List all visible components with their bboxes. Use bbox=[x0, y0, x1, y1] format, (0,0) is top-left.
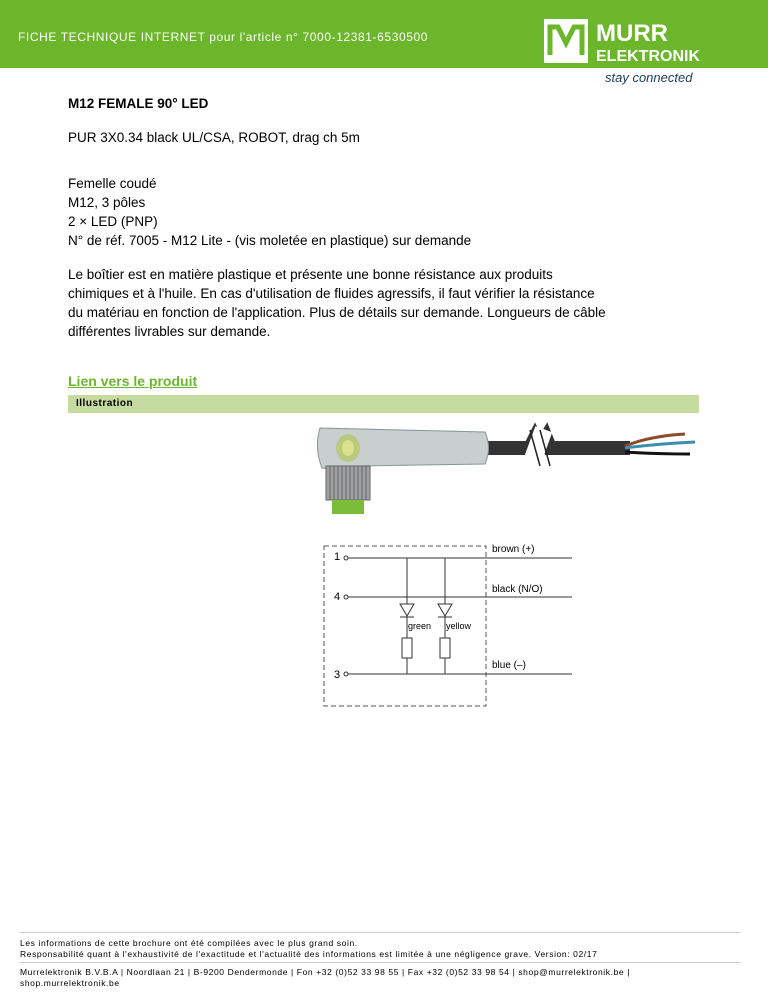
disclaimer-line: Les informations de cette brochure ont été compilées avec le plus grand soin. bbox=[20, 938, 358, 948]
description-line: différentes livrables sur demande. bbox=[68, 324, 271, 339]
header-bar bbox=[0, 0, 768, 68]
pin-label: 4 bbox=[334, 591, 341, 603]
murr-logo bbox=[544, 19, 714, 67]
pin-label: 1 bbox=[334, 551, 341, 563]
product-link[interactable]: Lien vers le produit bbox=[68, 373, 198, 389]
wiring-diagram bbox=[320, 538, 580, 713]
feature-list bbox=[68, 174, 471, 250]
description-line: chimiques et à l'huile. En cas d'utilisation de fluides agressifs, il faut vérifier la résistance bbox=[68, 286, 595, 301]
product-title: M12 FEMALE 90° LED bbox=[68, 96, 209, 111]
pin-label: 3 bbox=[334, 669, 341, 681]
description-line: du matériau en fonction de l'application. Plus de détails sur demande. Longueurs de câble bbox=[68, 305, 606, 320]
footer-disclaimer bbox=[20, 938, 597, 960]
page-header-title: FICHE TECHNIQUE INTERNET pour l'article n° 7000-12381-6530500 bbox=[18, 30, 429, 44]
feature-item: M12, 3 pôles bbox=[68, 195, 146, 210]
section-label: Illustration bbox=[76, 398, 134, 409]
product-image bbox=[300, 418, 710, 528]
feature-item: 2 × LED (PNP) bbox=[68, 214, 158, 229]
wire-label: blue (–) bbox=[492, 660, 526, 671]
product-subtitle: PUR 3X0.34 black UL/CSA, ROBOT, drag ch 5m bbox=[68, 130, 360, 145]
logo-text-top: MURR bbox=[596, 20, 668, 47]
contact-line: Murrelektronik B.V.B.A | Noordlaan 21 | B-9200 Dendermonde | Fon +32 (0)52 33 98 55 | Fax +32 (0)52 33 98 54 | shop@murrelektronik.be | bbox=[20, 967, 631, 977]
disclaimer-line: Responsabilité quant à l'exhaustivité de l'exactitude et l'actualité des informations est limitée à une négligence grave. Version: 02/17 bbox=[20, 949, 598, 959]
led-label: yellow bbox=[446, 621, 472, 631]
tagline: stay connected bbox=[605, 70, 693, 85]
wire-label: black (N/O) bbox=[492, 584, 543, 595]
feature-item: N° de réf. 7005 - M12 Lite - (vis moletée en plastique) sur demande bbox=[68, 233, 472, 248]
feature-item: Femelle coudé bbox=[68, 176, 157, 191]
footer-divider bbox=[20, 932, 740, 933]
product-description bbox=[68, 265, 708, 341]
illustration-section-bar bbox=[68, 395, 699, 413]
description-line: Le boîtier est en matière plastique et présente une bonne résistance aux produits bbox=[68, 267, 553, 282]
wire-label: brown (+) bbox=[492, 544, 535, 555]
contact-line: shop.murrelektronik.be bbox=[20, 978, 120, 988]
logo-text-bottom: ELEKTRONIK bbox=[596, 48, 700, 65]
footer-divider bbox=[20, 962, 740, 963]
footer-contact bbox=[20, 967, 630, 989]
led-label: green bbox=[408, 621, 432, 631]
